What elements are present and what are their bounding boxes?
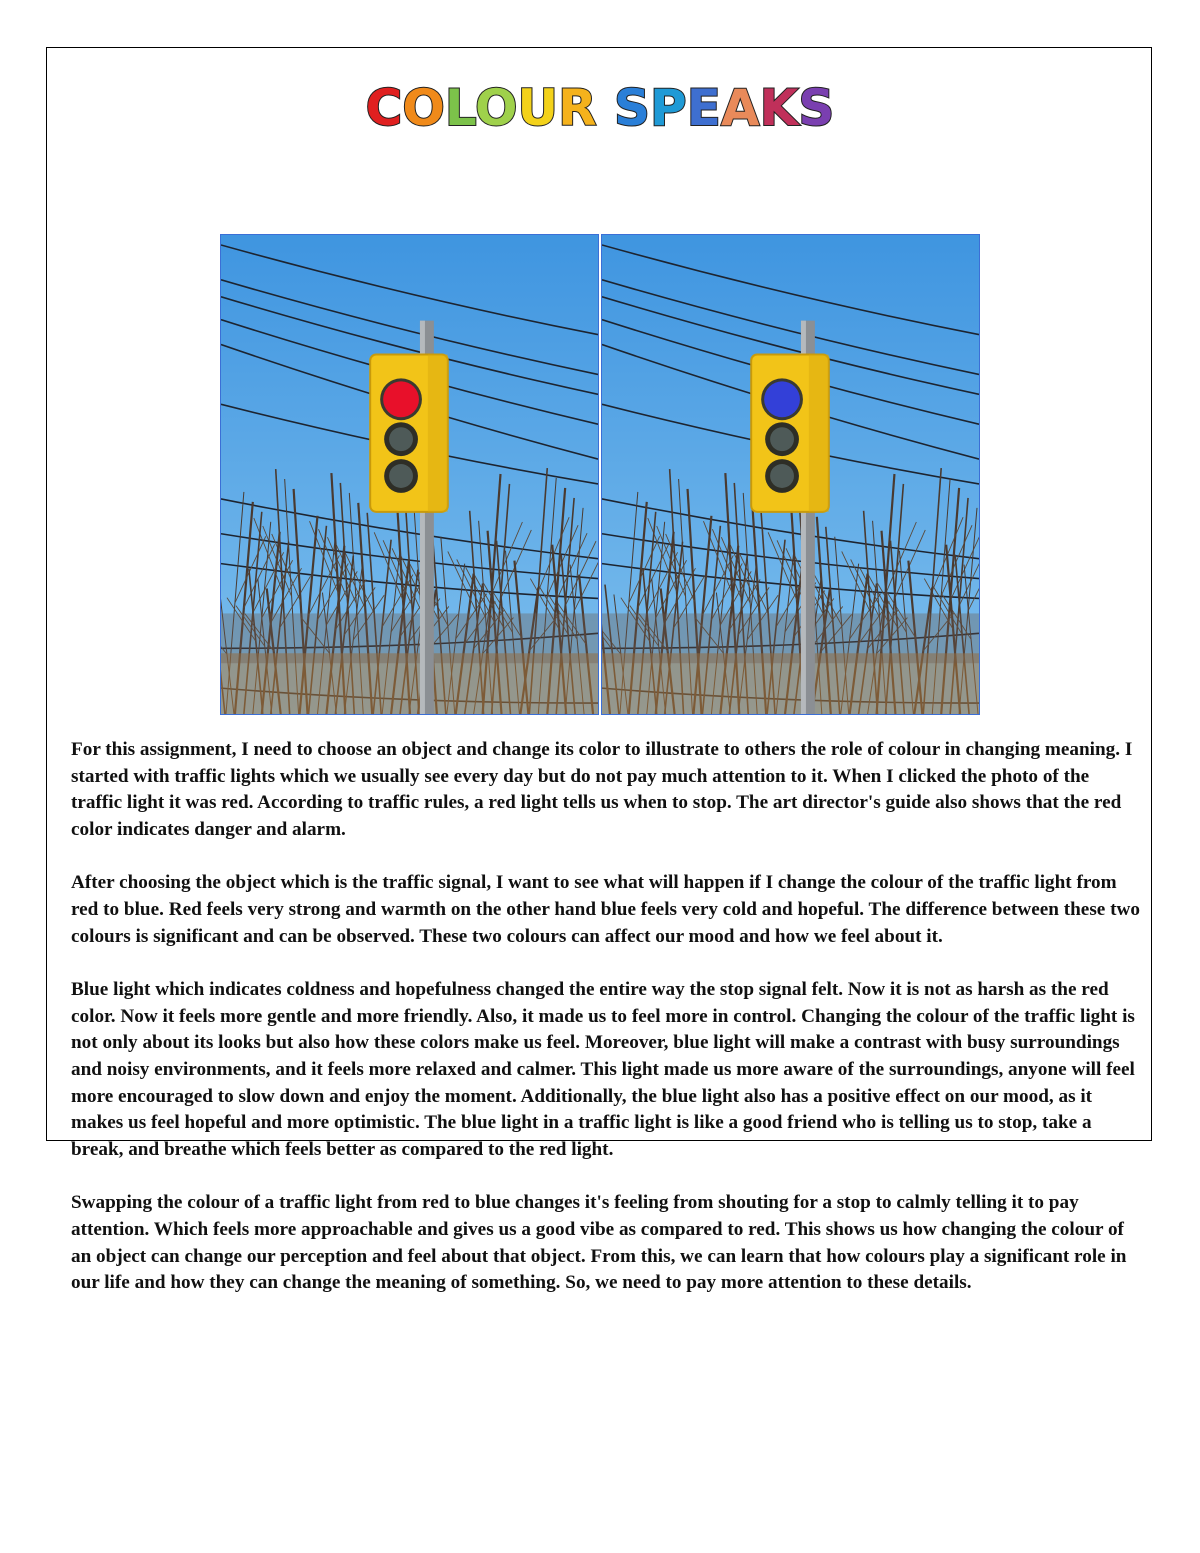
title-letter: S: [614, 79, 651, 137]
photo-illustration: [602, 235, 979, 714]
title-letter: [597, 79, 614, 137]
page-title: [0, 78, 1200, 138]
title-letter: R: [558, 79, 597, 137]
traffic-light-red-photo: [220, 234, 599, 715]
paragraph-1: For this assignment, I need to choose an object and change its color to illustrate to others the role of colour in changing meaning. I started with traffic lights which we usually see every day but do not pay much attention to it. When I clicked the photo of the traffic light it was red. According to traffic rules, a red light tells us when to stop. The art director's guide also shows that the red color indicates danger and alarm.: [71, 739, 1133, 840]
title-letter: K: [759, 79, 799, 137]
traffic-light-blue-photo: [601, 234, 980, 715]
body-text: [71, 737, 1141, 1324]
title-letter: O: [402, 79, 445, 137]
title-letter: S: [798, 79, 835, 137]
title-letter: O: [474, 79, 518, 137]
title-letter: E: [686, 79, 721, 137]
paragraph-3: Blue light which indicates coldness and hopefulness changed the entire way the stop signal felt. Now it is not as harsh as the red color. Now it feels more gentle and more friendly. Also, it made us to feel more in control. Changing the colour of the traffic light is not only about its looks but also how these colors make us feel. Moreover, blue light will make a contrast with busy surroundings and noisy environments, and it feels more relaxed and calmer. This light made us more aware of the surroundings, anyone will feel more encouraged to slow down and enjoy the moment. Additionally, the blue light also has a positive effect on our mood, as it makes us feel hopeful and more optimistic. The blue light in a traffic light is like a good friend who is telling us to stop, take a break, and breathe which feels better as compared to the red light.: [71, 979, 1135, 1160]
title-letter: U: [517, 79, 559, 137]
photo-illustration: [221, 235, 598, 714]
title-letter: C: [365, 79, 403, 137]
title-letter: L: [444, 79, 475, 137]
title-letter: A: [720, 79, 760, 137]
paragraph-4: Swapping the colour of a traffic light from red to blue changes it's feeling from shouting for a stop to calmly telling it to pay attention. Which feels more approachable and gives us a good vibe as compared to red. This shows us how changing the colour of an object can change our perception and feel about that object. From this, we can learn that how colours play a significant role in our life and how they can change the meaning of something. So, we need to pay more attention to these details.: [71, 1192, 1127, 1294]
paragraph-2: After choosing the object which is the traffic signal, I want to see what will happen if I change the colour of the traffic light from red to blue. Red feels very strong and warmth on the other hand blue feels very cold and hopeful. The difference between these two colours is significant and can be observed. These two colours can affect our mood and how we feel about it.: [71, 872, 1140, 947]
title-letter: P: [650, 79, 687, 137]
